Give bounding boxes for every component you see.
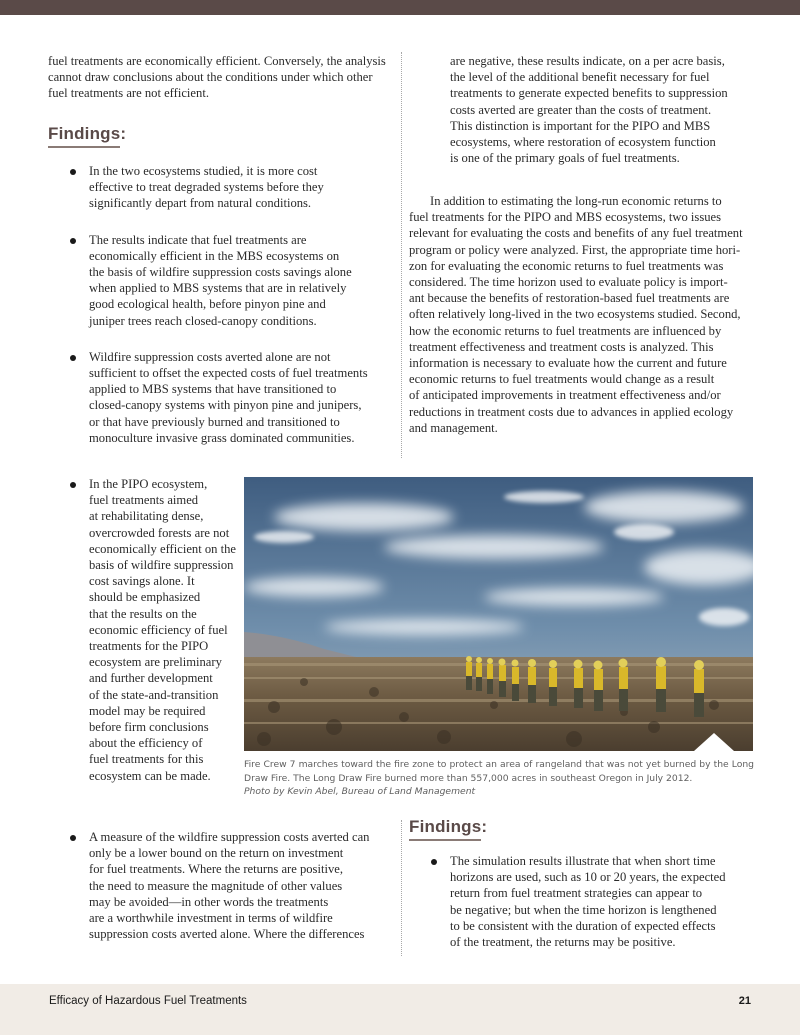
column-divider	[401, 52, 402, 458]
bullet-item: Wildfire suppression costs averted alone are not sufficient to offset the expected costs of fuel treatments applied to MBS systems that have transitioned to closed-canopy systems with pinyon pine and junipers, or that have previously burned and transitioned to monoculture invasive grass dominated communities.	[68, 349, 388, 446]
bullet-item: In the two ecosystems studied, it is more cost effective to treat degraded systems before they significantly depart from natural conditions.	[68, 163, 388, 212]
findings-bullet-list	[68, 163, 388, 446]
lower-bullet-list	[68, 829, 393, 942]
footer	[0, 984, 800, 1035]
right-findings-bullet-list	[429, 853, 759, 950]
column-divider-lower	[401, 820, 402, 956]
text-line: cannot draw conclusions about the conditions under which other	[48, 70, 373, 85]
text-line: fuel treatments are economically efficient. Conversely, the analysis	[48, 54, 386, 68]
caption-text: Fire Crew 7 marches toward the fire zone to protect an area of rangeland that was not yet burned by the Long Draw Fire. The Long Draw Fire burned more than 557,000 acres in southeast Oregon in July 2012.	[244, 759, 754, 784]
bullet-item: The results indicate that fuel treatments are economically efficient in the MBS ecosystems on the basis of wildfire suppression costs savings alone when applied to MBS systems that are in relatively good ecological health, before pinyon pine and juniper trees reach closed-canopy conditions.	[68, 232, 388, 329]
page-number: 21	[738, 995, 751, 1007]
pipo-bullet-list	[68, 476, 244, 784]
left-intro-text	[48, 53, 398, 102]
header-bar	[0, 0, 800, 15]
findings-underline	[48, 146, 120, 148]
photo-credit: Photo by Kevin Abel, Bureau of Land Management	[244, 786, 476, 797]
photo-caption	[244, 758, 754, 799]
bullet-item: The simulation results illustrate that when short time horizons are used, such as 10 or 20 years, the expected return from fuel treatment strategies can appear to be negative; but when the time horizon is lengthened to be consistent with the duration of expected effects of the treatment, the returns may be positive.	[429, 853, 759, 950]
findings-heading-right: Findings:	[409, 817, 488, 836]
fire-crew-photo	[244, 477, 753, 751]
bullet-item: In the PIPO ecosystem, fuel treatments aimed at rehabilitating dense, overcrowded forests are not economically efficient on the basis of wildfire suppression cost savings alone. It should be emphasized that the results on the economic efficiency of fuel treatments for the PIPO ecosystem are preliminary and further development of the state-and-transition model may be required before firm conclusions about the efficiency of fuel treatments for this ecosystem can be made.	[68, 476, 244, 784]
right-paragraph: In addition to estimating the long-run economic returns to fuel treatments for the PIPO and MBS ecosystems, two issues relevant for evaluating the costs and benefits of any fuel treatment program or policy were analyzed. First, the appropriate time hori- zon for evaluating the economic returns to fuel treatments was considered. The time horizon used to evaluate policy is import- ant because the benefits of restoration-based fuel treatments are often relatively long-lived in the two ecosystems studied. Second, how the economic returns to fuel treatments are influenced by treatment effectiveness and treatment costs is analyzed. This information is necessary to evaluate how the current and future economic returns to fuel treatments would change as a result of anticipated improvements in treatment effectiveness and/or reductions in treatment costs due to advances in applied ecology and management.	[409, 194, 743, 435]
findings-heading: Findings:	[48, 124, 127, 143]
text-line: fuel treatments are not efficient.	[48, 86, 209, 101]
bullet-item: A measure of the wildfire suppression costs averted can only be a lower bound on the return on investment for fuel treatments. Where the returns are positive, the need to measure the magnitude of other values may be avoided—in other words the treatments are a worthwhile investment in terms of wildfire suppression costs averted alone. Where the differences	[68, 829, 393, 942]
footer-title: Efficacy of Hazardous Fuel Treatments	[49, 995, 247, 1007]
findings-underline-right	[409, 839, 481, 841]
right-top-text: are negative, these results indicate, on a per acre basis, the level of the additional benefit necessary for fuel treatments to generate expected benefits to suppression costs averted are greater than the costs of treatment. This distinction is important for the PIPO and MBS ecosystems, where restoration of ecosystem function is one of the primary goals of fuel treatments.	[450, 54, 728, 166]
